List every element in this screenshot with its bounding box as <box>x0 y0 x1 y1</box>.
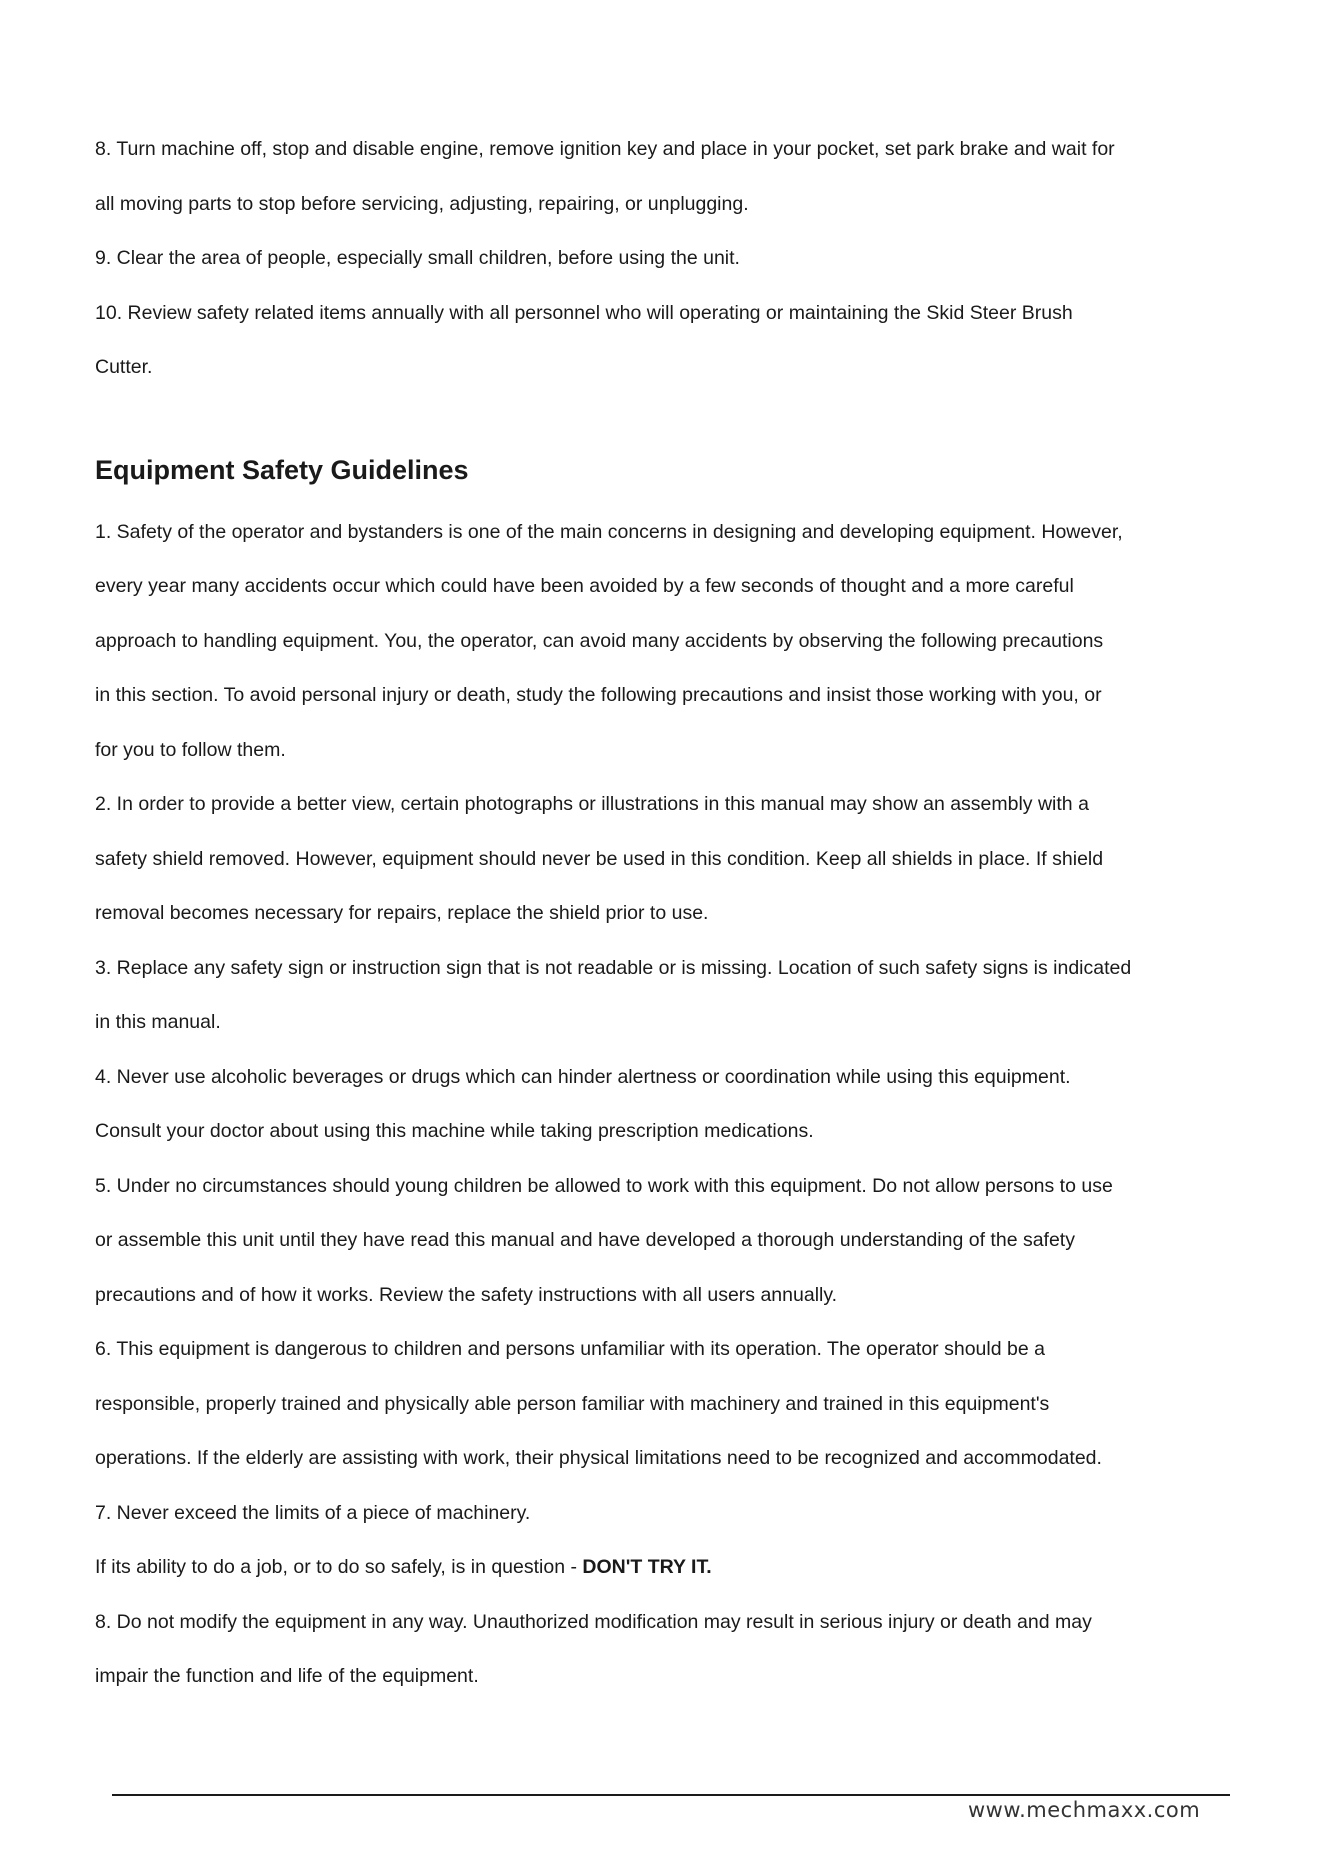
text-line: 8. Turn machine off, stop and disable engine, remove ignition key and place in your pocket, set park brake and wait for <box>95 138 1115 160</box>
text-line: 10. Review safety related items annually with all personnel who will operating or maintaining the Skid Steer Brush <box>95 301 1073 324</box>
text-line: for you to follow them. <box>95 738 286 761</box>
text-line: 5. Under no circumstances should young children be allowed to work with this equipment. Do not allow persons to use <box>95 1174 1113 1197</box>
text-line: 3. Replace any safety sign or instruction sign that is not readable or is missing. Location of such safety signs is indicated <box>95 956 1132 979</box>
text-line: Consult your doctor about using this machine while taking prescription medications. <box>95 1120 814 1142</box>
text-line: safety shield removed. However, equipment should never be used in this condition. Keep all shields in place. If shield <box>95 847 1104 870</box>
text-line: 2. In order to provide a better view, certain photographs or illustrations in this manual may show an assembly with a <box>95 793 1089 815</box>
text-line: responsible, properly trained and physically able person familiar with machinery and trained in this equipment's <box>95 1392 1050 1415</box>
text-line: 8. Do not modify the equipment in any way. Unauthorized modification may result in serious injury or death and may <box>95 1610 1092 1633</box>
text-line: 9. Clear the area of people, especially small children, before using the unit. <box>95 247 740 269</box>
warning-text: If its ability to do a job, or to do so safely, is in question - <box>95 1556 583 1578</box>
footer-website: www.mechmaxx.com <box>968 1798 1201 1822</box>
text-line: impair the function and life of the equipment. <box>95 1665 479 1687</box>
text-line: 6. This equipment is dangerous to children and persons unfamiliar with its operation. The operator should be a <box>95 1338 1045 1360</box>
text-line: or assemble this unit until they have read this manual and have developed a thorough understanding of the safety <box>95 1229 1075 1251</box>
section-heading: Equipment Safety Guidelines <box>95 454 469 485</box>
text-line: 4. Never use alcoholic beverages or drugs which can hinder alertness or coordination while using this equipment. <box>95 1065 1071 1088</box>
text-line: 7. Never exceed the limits of a piece of machinery. <box>95 1501 531 1524</box>
text-line: precautions and of how it works. Review the safety instructions with all users annually. <box>95 1283 838 1306</box>
warning-line <box>95 1540 1245 1595</box>
footer-divider <box>112 1794 1230 1796</box>
text-line: approach to handling equipment. You, the operator, can avoid many accidents by observing the following precautions <box>95 629 1104 652</box>
text-line: 1. Safety of the operator and bystanders is one of the main concerns in designing and developing equipment. However, <box>95 520 1123 543</box>
text-line: in this section. To avoid personal injury or death, study the following precautions and insist those working with you, or <box>95 684 1102 706</box>
warning-emphasis: DON'T TRY IT. <box>582 1556 712 1578</box>
text-line: removal becomes necessary for repairs, replace the shield prior to use. <box>95 902 709 924</box>
document-body <box>95 122 1245 1704</box>
text-line: Cutter. <box>95 356 153 378</box>
text-line: every year many accidents occur which could have been avoided by a few seconds of thought and a more careful <box>95 575 1074 597</box>
text-line: all moving parts to stop before servicing, adjusting, repairing, or unplugging. <box>95 192 749 215</box>
text-line: in this manual. <box>95 1011 221 1033</box>
text-line: operations. If the elderly are assisting with work, their physical limitations need to be recognized and accommodated. <box>95 1447 1102 1469</box>
section-spacer <box>95 395 1245 443</box>
